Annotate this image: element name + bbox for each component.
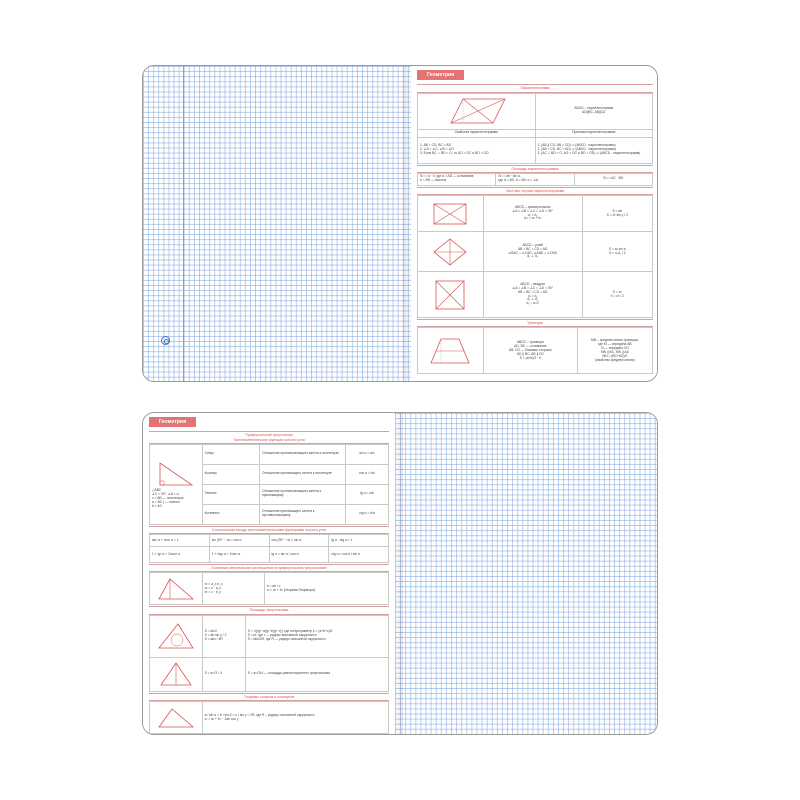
rhombus-figure	[418, 232, 484, 272]
trig-desc: Отношение противолежащего катета к гипотенузе	[259, 444, 345, 464]
relation: 1 + tg² α = 1/cos² α	[150, 547, 210, 563]
parallelogram-definition-table	[417, 93, 653, 164]
square-figure	[418, 272, 484, 318]
square-line: ABCD – квадрат	[520, 281, 546, 286]
area-table	[417, 173, 653, 186]
props-title: Свойства параллелограмма	[418, 129, 536, 137]
fig-text: ∠C = 90°, ∠A = α	[152, 492, 179, 497]
reference-page-triangle	[143, 413, 395, 734]
section-title-triangle-area: Площадь треугольника	[149, 606, 389, 614]
section-title-special: Частные случаи параллелограмма	[417, 187, 653, 195]
equilateral-note: S = a²√3/4 — площадь равностороннего треугольника	[245, 657, 388, 691]
area-note: S = abc/4R, где R — радиус описанной окружности	[247, 637, 326, 642]
rect-line: d₁² = a² + b²	[523, 216, 542, 221]
relation: cos (90° − α) = sin α	[269, 535, 329, 547]
square-line: ∠A = ∠B = ∠C = ∠D = 90°	[512, 285, 554, 290]
trig-desc: Отношение противолежащего катета к прилежащему	[259, 484, 345, 504]
square-line: d₁ = a√2	[526, 301, 539, 306]
prop-item: 1. AB = CD, BC = AD	[420, 143, 451, 148]
right-triangle-figure	[150, 444, 203, 524]
relations-table	[149, 534, 389, 563]
rhomb-line: ∠BAC = ∠CAD, ∠ABD = ∠CBD	[508, 250, 557, 255]
equilateral-area: S = a²√3 / 4	[202, 657, 245, 691]
section-title-laws: Теоремы синусов и косинусов	[149, 693, 389, 701]
relation: sin (90° − α) = cos α	[209, 535, 269, 547]
metric-left: b² = c · b_c	[204, 589, 222, 594]
area-mid-2: где a = AD, b = AB, α = ∠A	[498, 178, 539, 183]
trig-title-1: Прямоугольный треугольник	[245, 433, 293, 438]
square-line: d₁ = d₂	[527, 293, 538, 298]
prop-item: 2. ∠A = ∠C, ∠B = ∠D	[420, 147, 454, 152]
page-gutter	[403, 66, 411, 381]
trap-right: где M — середина AB	[598, 341, 632, 346]
laws-table	[149, 701, 389, 734]
rhomb-area: S = a² sin α	[608, 246, 626, 251]
equilateral-triangle-figure	[150, 657, 203, 691]
area-formula: S = ah/2	[204, 629, 217, 634]
fig-text: b = AC	[152, 504, 162, 509]
metric-left: a² = c · a_c	[204, 586, 222, 590]
section-title-parallelogram: Параллелограмм	[417, 84, 653, 92]
area-formula: S = ab sin γ / 2	[204, 633, 227, 638]
section-title-trapezoid: Трапеция	[417, 319, 653, 327]
rectangle-figure	[418, 196, 484, 232]
square-line: AB = BC = CD = AD	[517, 289, 548, 294]
grid-page-left	[143, 66, 411, 381]
sign-item: 2. (AB = CD, BC = AD) ⇒ (ABCD - параллелограмм)	[537, 147, 616, 152]
metric-left: h² = a_c b_c	[204, 582, 223, 587]
trap-right: MN || BC, MN || AD	[600, 349, 629, 354]
trap-right: N — середина CD	[601, 345, 629, 350]
publisher-logo-icon	[161, 336, 170, 345]
sheet-title: Геометрия	[417, 70, 464, 80]
rhomb-line: ABCD – ромб	[522, 242, 543, 247]
margin-line	[183, 66, 184, 381]
trig-formula: cos α = b/c	[345, 464, 388, 484]
area-right: S□ = AC · BD	[574, 173, 652, 185]
grid-page-right	[395, 413, 658, 734]
area-note: S = √(p(p−a)(p−b)(p−c)), где полупериметр p = (a+b+c)/2	[247, 629, 333, 634]
top-notebook-spread	[142, 65, 658, 382]
general-triangle-figure	[150, 702, 203, 734]
law-of-sines: a / sin α = b / sin β = c / sin γ = 2R, где R – радиус описанной окружности	[204, 712, 315, 717]
area-left-2: h = BH — высота	[420, 178, 447, 183]
metric-right: h = ab / c	[266, 584, 281, 589]
rect-line: ∠A = ∠B = ∠C = ∠D = 90°	[512, 208, 554, 213]
triangle-area-figure	[150, 615, 203, 657]
trap-line: ABCD – трапеция	[516, 339, 544, 344]
relation: 1 + ctg² α = 1/sin² α	[209, 547, 269, 563]
square-line: d₁ ⊥ d₂	[527, 297, 539, 302]
sheet-title: Геометрия	[149, 417, 196, 427]
section-title-right-triangle	[149, 431, 389, 444]
trap-line: AD, BC — основания	[514, 343, 547, 348]
rect-area: S = d² sin γ / 2	[606, 212, 628, 217]
parallelogram-figure	[418, 93, 536, 129]
rect-line: ABCD – прямоугольник	[514, 204, 551, 209]
sign-item: 3. (AC ∩ BD = O, AO = OC и BO = OD) ⇒ (ABCD - параллелограмм)	[537, 150, 641, 155]
section-title-area: Площадь параллелограмма	[417, 165, 653, 173]
trig-name: Тангенс	[202, 484, 259, 504]
altitude-triangle-figure	[150, 573, 203, 605]
trig-desc: Отношение прилежащего катета к противолежащему	[259, 504, 345, 524]
trig-formula: ctg α = b/a	[345, 504, 388, 524]
trig-name: Синус	[202, 444, 259, 464]
law-of-cosines: c² = a² + b² − 2ab cos γ	[204, 716, 239, 721]
trig-formula: tg α = a/b	[345, 484, 388, 504]
page-gutter	[395, 413, 403, 734]
bottom-notebook-spread	[142, 412, 658, 735]
parallelogram-definition-sub: AD||BC, AB||CD	[582, 110, 606, 115]
area-formula: S = abc / 4R	[204, 637, 223, 642]
signs-title: Признаки параллелограмма	[535, 129, 653, 137]
trap-right: (свойство средней линии)	[595, 357, 635, 362]
fig-text: c = AB — гипотенуза	[152, 496, 184, 501]
section-title-metric: Основные метрические соотношения в прямоугольном треугольнике	[149, 564, 389, 572]
trig-name: Косинус	[202, 464, 259, 484]
rect-area: S = ab	[612, 208, 623, 213]
special-cases-table	[417, 195, 653, 318]
area-left-1: S□ = a · h, где a = AD — основание,	[420, 174, 475, 179]
relation: ctg α = cos α / sin α	[329, 547, 389, 563]
reference-page-parallelogram	[411, 66, 658, 381]
area-mid-1: S□ = ab · sin α,	[498, 174, 521, 179]
square-area: S = d² / 2	[610, 293, 624, 298]
prop-item: 3. Если BC ∩ BD = O, то AO = OC и BO = OD	[420, 150, 489, 155]
trap-area: S = (a+b)/2 · h	[519, 355, 541, 360]
fig-text: a = BC } — катеты	[152, 500, 180, 505]
trapezoid-figure	[418, 328, 484, 374]
triangle-area-table	[149, 615, 389, 692]
metric-right: c² = a² + b² (теорема Пифагора)	[266, 587, 316, 592]
square-area: S = a²	[612, 289, 622, 294]
rhomb-line: d₁ ⊥ d₂	[527, 254, 539, 259]
trig-title-2: Тригонометрические функции острого угла	[233, 437, 305, 442]
sign-item: 1. (AB || CD, AB = CD) ⇒ (ABCD - параллелограмм)	[537, 143, 616, 148]
rhomb-area: S = d₁d₂ / 2	[608, 250, 626, 255]
relation: tg α · ctg α = 1	[329, 535, 389, 547]
area-note: S = pr, где r — радиус вписанной окружности	[247, 633, 317, 638]
trapezoid-table	[417, 327, 653, 374]
trig-desc: Отношение прилежащего катета к гипотенузе	[259, 464, 345, 484]
trap-line: AB, CD — боковые стороны	[508, 347, 552, 352]
metric-table	[149, 572, 389, 605]
parallelogram-definition: ABCD – параллелограмм	[574, 106, 614, 111]
rect-line: d₁ = d₂	[527, 212, 538, 217]
trap-right: MN = (BC+AD)/2	[602, 353, 628, 358]
relation: tg α = sin α / cos α	[269, 547, 329, 563]
trap-right: MN – средняя линия трапеции,	[591, 337, 639, 342]
trig-name: Котангенс	[202, 504, 259, 524]
trig-formula: sin α = a/c	[345, 444, 388, 464]
rhomb-line: AB = BC = CD = AD	[517, 246, 548, 251]
relation: sin² α + cos² α = 1	[150, 535, 210, 547]
trap-line: AD || BC, AB ∦ CD	[516, 351, 544, 356]
section-title-relations: Соотношения между тригонометрическими функциями острого угла	[149, 526, 389, 534]
trig-functions-table	[149, 444, 389, 525]
fig-text: △ABC	[152, 488, 162, 493]
